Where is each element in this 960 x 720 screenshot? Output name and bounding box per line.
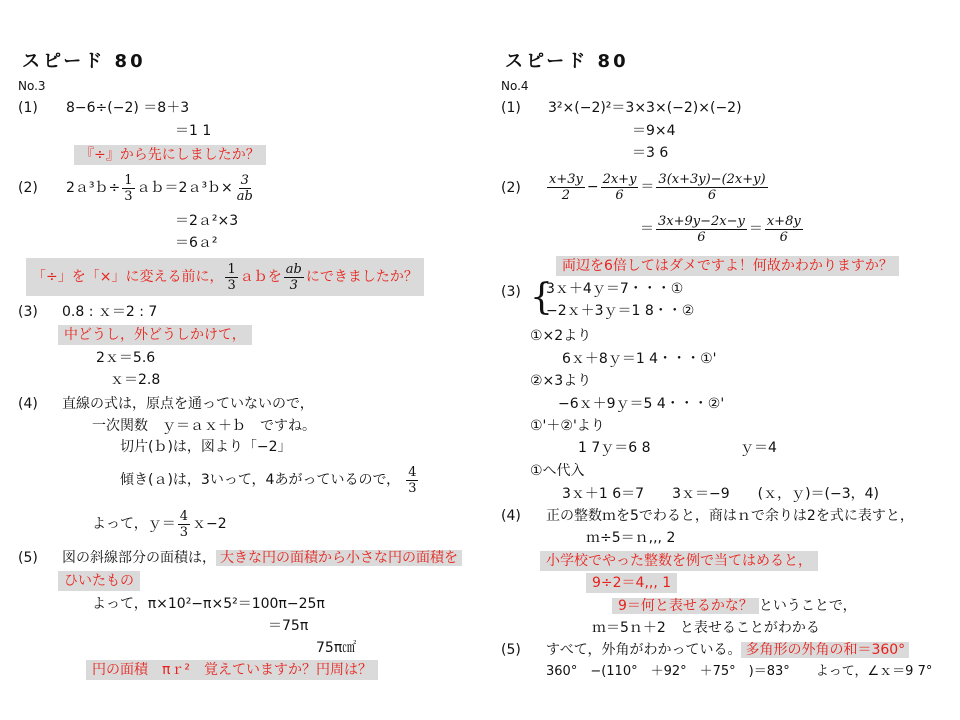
r-q2-frac5	[765, 214, 803, 245]
l-q3-line1: 0.8 : ｘ＝2 : 7	[62, 304, 158, 320]
l-q5-line1-text: 図の斜線部分の面積は，	[62, 550, 216, 566]
r-q1-line1: 3²×(−2)²＝3×3×(−2)×(−2)	[548, 100, 742, 116]
r-q2-frac3	[656, 172, 767, 203]
l-q5-line2: よって，π×10²−π×5²＝100π−25π	[92, 596, 325, 612]
l-q2-note-c: にできましたか？	[305, 269, 418, 285]
l-q4-line2: 一次関数 ｙ＝ａｘ＋ｂ ですね。	[92, 418, 316, 434]
r-q5-line1-wrap	[546, 640, 909, 660]
l-q2-line1-b: ａｂ＝2ａ³ｂ×	[136, 180, 233, 196]
r-q3-brace: {	[530, 277, 553, 318]
l-q4-frac1	[406, 465, 418, 496]
r-q3-s4: −6ｘ＋9ｙ＝5 4・・・②'	[558, 396, 725, 412]
r-q3-label: (3)	[501, 284, 521, 300]
l-q2-note-frac1	[225, 262, 237, 293]
l-q5-note1: 大きな円の面積から小さな円の面積を	[216, 550, 462, 566]
r-q1-label: (1)	[501, 100, 521, 116]
r-q4-line2: ｍ÷5＝ｎ,,, 2	[586, 530, 676, 546]
r-q3-eq2: −2ｘ＋3ｙ＝1 8・・②	[546, 303, 695, 319]
l-q2-line2: ＝2ａ²×3	[175, 213, 239, 229]
r-q4-note2: 9÷2＝4,,, 1	[586, 573, 677, 593]
r-q2-frac5-den: 6	[779, 229, 788, 245]
l-q4-line5-b: ｘ−2	[192, 516, 227, 532]
l-q2-frac1	[122, 173, 134, 204]
l-q4-line5-a: よって，ｙ＝	[92, 516, 176, 532]
r-q2-frac2-num: 2x+y	[602, 171, 637, 187]
l-q2-note-b: ａｂを	[239, 269, 282, 285]
left-title: スピード 80	[22, 51, 146, 72]
l-q1-note: 『÷』から先にしましたか？	[74, 145, 266, 165]
l-q2-frac1-num: 1	[124, 172, 133, 188]
r-q2-frac2	[601, 172, 639, 203]
r-q1-line3: ＝3 6	[632, 145, 669, 161]
r-q2-frac3-num: 3(x+3y)−(2x+y)	[658, 171, 766, 187]
l-q2-note-frac2-den: 3	[289, 277, 298, 293]
l-q4-line4-text: 傾き(ａ)は，3いって，4あがっているので，	[120, 472, 401, 488]
l-q2-frac2-den: ab	[236, 188, 253, 204]
r-q2-line2	[640, 208, 805, 250]
l-q2-line1	[66, 168, 257, 208]
l-q4-line1: 直線の式は，原点を通っていないので，	[62, 396, 314, 412]
l-q2-line3: ＝6ａ²	[175, 235, 218, 251]
r-q5-label: (5)	[501, 642, 521, 658]
r-q2-minus: −	[586, 179, 599, 195]
l-q5-line3: ＝75π	[268, 618, 309, 634]
l-q2-line1-a: 2ａ³ｂ÷	[66, 180, 121, 196]
r-q3-eq1: 3ｘ＋4ｙ＝7・・・①	[546, 281, 684, 297]
r-q2-frac3-den: 6	[707, 187, 717, 203]
r-q3-s7: ①へ代入	[530, 463, 585, 479]
r-q2-frac5-num: x+8y	[766, 213, 801, 229]
l-q3-note: 中どうし，外どうしかけて，	[58, 325, 252, 345]
r-q4-label: (4)	[501, 508, 521, 524]
r-q2-frac1	[547, 172, 585, 203]
r-q3-s6b: ｙ＝4	[740, 440, 777, 456]
l-q2-note-a: 「÷」を「×」に変える前に，	[32, 269, 224, 285]
r-q2-label: (2)	[501, 180, 521, 196]
l-q1-label: (1)	[18, 100, 38, 116]
r-q4-line3: ということで，	[758, 598, 857, 614]
l-q4-label: (4)	[18, 396, 38, 412]
r-q2-frac2-den: 6	[615, 187, 624, 203]
l-q2-note	[26, 258, 424, 296]
l-q4-line5	[92, 504, 227, 544]
l-q4-frac1-den: 3	[408, 480, 417, 496]
l-q5-note3: 円の面積 πｒ² 覚えていますか？円周は？	[86, 660, 378, 680]
l-q1-line1: 8−6÷(−2) ＝8＋3	[66, 100, 190, 116]
right-number: No.4	[501, 79, 529, 93]
l-q2-label: (2)	[18, 180, 38, 196]
l-q3-line2: 2ｘ＝5.6	[96, 350, 156, 366]
r-q2-frac4-den: 6	[697, 229, 706, 245]
r-q4-line3-wrap	[612, 596, 857, 616]
l-q5-note2: ひいたもの	[58, 571, 140, 591]
r-q3-s5: ①'＋②'より	[530, 418, 605, 434]
r-q2-line1	[545, 166, 770, 208]
l-q2-note-frac2	[284, 262, 304, 293]
r-q3-s3: ②×3より	[530, 373, 592, 389]
l-q2-note-frac1-den: 3	[227, 277, 236, 293]
l-q2-frac1-den: 3	[124, 188, 133, 204]
l-q4-line4	[120, 460, 420, 500]
r-q1-line2: ＝9×4	[632, 123, 676, 139]
r-q2-eq3: ＝	[748, 221, 763, 237]
r-q2-frac1-num: x+3y	[549, 171, 583, 187]
r-q4-line1: 正の整数ｍを5でわると，商はｎで余りは2を式に表すと，	[546, 508, 914, 524]
l-q2-frac2-num: 3	[240, 172, 249, 188]
l-q4-frac2	[178, 509, 190, 540]
r-q3-s2: 6ｘ＋8ｙ＝1 4・・・①'	[562, 351, 717, 367]
r-q2-frac4-num: 3x+9y−2x−y	[658, 213, 745, 229]
l-q4-frac2-den: 3	[179, 524, 189, 540]
r-q2-eq: ＝	[640, 179, 655, 195]
right-title: スピード 80	[505, 51, 629, 72]
r-q3-s6: 1 7ｙ＝6 8	[578, 440, 651, 456]
r-q3-s1: ①×2より	[530, 328, 592, 344]
l-q5-line4: 75π㎠	[316, 640, 357, 656]
r-q3-s8: 3ｘ＋1 6＝7 3ｘ＝−9 (ｘ，ｙ)＝(−3，4)	[562, 486, 880, 502]
r-q5-note: 多角形の外角の和＝360°	[741, 642, 909, 658]
l-q5-line1	[62, 548, 462, 568]
r-q5-line1: すべて，外角がわかっている。	[546, 642, 742, 658]
r-q4-line4: ｍ＝5ｎ＋2 と表せることがわかる	[592, 620, 820, 636]
l-q2-note-frac1-num: 1	[227, 261, 236, 277]
l-q1-line2: ＝1 1	[175, 123, 212, 139]
l-q4-frac1-num: 4	[408, 464, 417, 480]
l-q5-label: (5)	[18, 550, 38, 566]
r-q2-note: 両辺を6倍してはダメですよ！何故かわかりますか？	[556, 256, 899, 276]
r-q2-frac1-den: 2	[561, 187, 571, 203]
l-q3-line3: ｘ＝2.8	[110, 372, 161, 388]
l-q4-line3: 切片(ｂ)は，図より「−2」	[120, 439, 292, 455]
r-q4-note3: 9＝何と表せるかな？	[612, 598, 759, 614]
left-number: No.3	[18, 79, 46, 93]
l-q4-frac2-num: 4	[179, 508, 189, 524]
r-q4-note1: 小学校でやった整数を例で当てはめると，	[540, 551, 818, 571]
r-q5-line2: 360° −(110° ＋92° ＋75° )＝83° よって，∠ｘ＝9 7°	[546, 664, 933, 679]
r-q2-frac4	[656, 214, 747, 245]
l-q2-note-frac2-num: ab	[285, 261, 302, 277]
l-q2-frac2	[235, 173, 255, 204]
r-q2-eq2: ＝	[640, 221, 654, 237]
l-q3-label: (3)	[18, 304, 38, 320]
